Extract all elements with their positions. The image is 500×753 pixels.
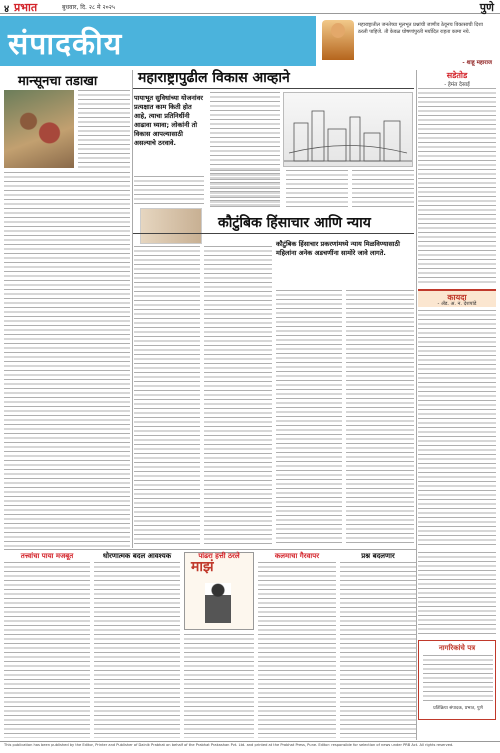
issue-date: बुधवार, दि. २८ मे २०२५ (62, 4, 115, 11)
page-header (0, 0, 500, 14)
law-section-title: कायदा (447, 293, 467, 302)
quote-box (322, 18, 494, 68)
bottom-title-5: प्रश्न बदलणार (361, 552, 395, 560)
law-column-text (418, 310, 496, 547)
cartoon-figure (205, 583, 231, 623)
quote-author: - शाहू महाराज (462, 60, 492, 66)
column-divider (416, 70, 417, 740)
monsoon-text-top (78, 90, 130, 170)
article-title-vikas: महाराष्ट्रापुढील विकास आव्हाने (138, 70, 290, 86)
law-section-header (418, 289, 496, 307)
law-section-byline: - ॲड. अ. न. देशपांडे (437, 301, 477, 307)
kaut-text-col1 (134, 246, 200, 546)
vikas-subheadline: पायाभूत सुविधांच्या योजनांवर प्रत्यक्षात काम किती होत आहे, त्याचा प्रतिनिधींनी आढावा घ्यावा; लोकांनी तो विकास आपल्यासाठी असल्याचे ठरवावे. (134, 94, 203, 147)
right-bottom-text (418, 552, 496, 636)
kaut-text-col2 (204, 246, 272, 546)
title-underline (132, 88, 414, 89)
monsoon-photo (4, 90, 74, 168)
vikas-text-col1 (134, 176, 204, 206)
bottom-title-3: पांढरा हत्ती ठरले (198, 552, 240, 560)
column-divider (132, 70, 133, 548)
quote-text: महाराष्ट्रातील जनतेच्या मूलभूत प्रश्नांची जाणीव ठेवूनच विकासाची दिशा ठरली पाहिजे. ती केवळ घोषणांपुरती मर्यादित राहता कामा नये. (358, 22, 483, 35)
section-masthead: संपादकीय (8, 27, 123, 62)
vikas-text-col4 (352, 170, 414, 207)
newspaper-logo: प्रभात (14, 1, 38, 14)
letters-text (423, 655, 493, 703)
title-underline-2 (132, 233, 414, 234)
vikas-text-col2b (210, 170, 280, 207)
letters-mail: प्रतिक्रिया संपादक, प्रभात, पुणे (433, 706, 483, 711)
portrait-image (322, 20, 354, 60)
edition-city: पुणे (479, 1, 494, 14)
kaut-text-col3 (276, 290, 342, 546)
bottom-text-1 (4, 562, 90, 738)
bottom-text-5 (340, 562, 416, 738)
right-column-byline: - हेमंत देसाई (444, 82, 470, 88)
kautumbik-image (140, 208, 202, 244)
bottom-title-1: तत्त्वांचा पाया मजबूत (20, 552, 74, 560)
bottom-title-2: धोरणात्मक बदल आवश्यक (102, 552, 172, 560)
kautumbik-subheadline: कौटुंबिक हिंसाचार प्रकरणांमध्ये न्याय मिळविण्यासाठी महिलांना अनेक अडचणींना सामोरे जावे लागते. (276, 240, 400, 257)
bottom-text-2 (94, 562, 180, 738)
section-divider (4, 549, 416, 550)
vikas-illustration (283, 92, 413, 167)
monsoon-text-body (4, 172, 130, 547)
cartoon-label: माझं (191, 559, 214, 575)
vikas-text-col3 (286, 170, 348, 207)
bottom-text-4 (258, 562, 336, 738)
bottom-title-4: कलमाचा गैरवापर (274, 552, 320, 560)
article-title-monsoon: मान्सूनचा तडाखा (18, 74, 98, 89)
bottom-text-3 (184, 634, 254, 738)
letters-box (418, 640, 496, 720)
letters-title: नागरिकांचे पत्र (438, 644, 476, 652)
kaut-text-col4 (346, 290, 414, 546)
imprint-footer: This publication has been published by the Editor, Printer and Publisher of Dainik Prabhat on behalf of the Prabhat Prakashan Pvt. Ltd. and printed at the Prabhat Press, Pune. Editor: responsible for selection of news under PRB Act. All rights reserved. (0, 741, 500, 753)
right-column-title: सडेतोड (446, 71, 468, 80)
cartoon-box (184, 552, 254, 630)
right-column-text (418, 88, 496, 286)
article-title-kautumbik: कौटुंबिक हिंसाचार आणि न्याय (218, 215, 371, 231)
skyline-sketch (284, 93, 412, 166)
page-number: ४ (4, 4, 10, 15)
editorial-banner (0, 16, 316, 66)
